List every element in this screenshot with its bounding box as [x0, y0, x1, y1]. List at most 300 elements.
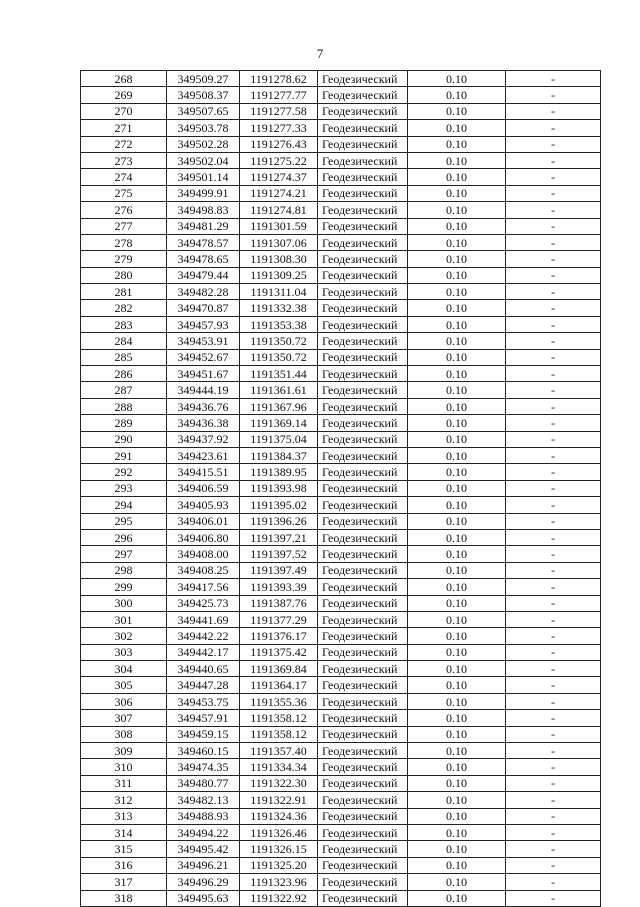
accuracy-cell: 0.10 [408, 480, 506, 496]
method-cell: Геодезический [318, 447, 408, 463]
accuracy-cell: 0.10 [408, 267, 506, 283]
y-coordinate-cell: 1191351.44 [240, 366, 318, 382]
method-cell: Геодезический [318, 677, 408, 693]
table-row [81, 316, 601, 332]
table-row [81, 169, 601, 185]
description-cell: - [506, 824, 601, 840]
y-coordinate-cell: 1191278.62 [240, 71, 318, 87]
table-row [81, 775, 601, 791]
table-row [81, 333, 601, 349]
point-number-cell: 291 [81, 447, 167, 463]
method-cell: Геодезический [318, 759, 408, 775]
accuracy-cell: 0.10 [408, 415, 506, 431]
description-cell: - [506, 792, 601, 808]
point-number-cell: 314 [81, 824, 167, 840]
y-coordinate-cell: 1191326.15 [240, 841, 318, 857]
table-row [81, 136, 601, 152]
y-coordinate-cell: 1191277.77 [240, 87, 318, 103]
description-cell: - [506, 333, 601, 349]
x-coordinate-cell: 349406.59 [167, 480, 240, 496]
point-number-cell: 307 [81, 710, 167, 726]
description-cell: - [506, 251, 601, 267]
table-row [81, 611, 601, 627]
x-coordinate-cell: 349495.63 [167, 890, 240, 906]
method-cell: Геодезический [318, 857, 408, 873]
x-coordinate-cell: 349508.37 [167, 87, 240, 103]
table-row [81, 759, 601, 775]
accuracy-cell: 0.10 [408, 464, 506, 480]
x-coordinate-cell: 349408.00 [167, 546, 240, 562]
table-row [81, 644, 601, 660]
point-number-cell: 277 [81, 218, 167, 234]
y-coordinate-cell: 1191397.21 [240, 529, 318, 545]
y-coordinate-cell: 1191301.59 [240, 218, 318, 234]
point-number-cell: 272 [81, 136, 167, 152]
x-coordinate-cell: 349498.83 [167, 202, 240, 218]
method-cell: Геодезический [318, 841, 408, 857]
description-cell: - [506, 120, 601, 136]
description-cell: - [506, 71, 601, 87]
table-row [81, 579, 601, 595]
method-cell: Геодезический [318, 890, 408, 906]
method-cell: Геодезический [318, 579, 408, 595]
x-coordinate-cell: 349459.15 [167, 726, 240, 742]
point-number-cell: 317 [81, 874, 167, 890]
point-number-cell: 281 [81, 284, 167, 300]
x-coordinate-cell: 349453.91 [167, 333, 240, 349]
y-coordinate-cell: 1191308.30 [240, 251, 318, 267]
accuracy-cell: 0.10 [408, 546, 506, 562]
method-cell: Геодезический [318, 513, 408, 529]
x-coordinate-cell: 349501.14 [167, 169, 240, 185]
method-cell: Геодезический [318, 120, 408, 136]
accuracy-cell: 0.10 [408, 431, 506, 447]
description-cell: - [506, 431, 601, 447]
description-cell: - [506, 382, 601, 398]
x-coordinate-cell: 349478.65 [167, 251, 240, 267]
method-cell: Геодезический [318, 300, 408, 316]
accuracy-cell: 0.10 [408, 349, 506, 365]
x-coordinate-cell: 349507.65 [167, 103, 240, 119]
y-coordinate-cell: 1191387.76 [240, 595, 318, 611]
method-cell: Геодезический [318, 529, 408, 545]
accuracy-cell: 0.10 [408, 890, 506, 906]
point-number-cell: 284 [81, 333, 167, 349]
table-row [81, 480, 601, 496]
table-row [81, 677, 601, 693]
accuracy-cell: 0.10 [408, 120, 506, 136]
point-number-cell: 315 [81, 841, 167, 857]
point-number-cell: 316 [81, 857, 167, 873]
description-cell: - [506, 710, 601, 726]
method-cell: Геодезический [318, 284, 408, 300]
y-coordinate-cell: 1191323.96 [240, 874, 318, 890]
accuracy-cell: 0.10 [408, 136, 506, 152]
y-coordinate-cell: 1191350.72 [240, 349, 318, 365]
x-coordinate-cell: 349496.21 [167, 857, 240, 873]
x-coordinate-cell: 349405.93 [167, 497, 240, 513]
y-coordinate-cell: 1191358.12 [240, 726, 318, 742]
method-cell: Геодезический [318, 202, 408, 218]
x-coordinate-cell: 349417.56 [167, 579, 240, 595]
accuracy-cell: 0.10 [408, 333, 506, 349]
y-coordinate-cell: 1191364.17 [240, 677, 318, 693]
point-number-cell: 304 [81, 661, 167, 677]
description-cell: - [506, 497, 601, 513]
point-number-cell: 274 [81, 169, 167, 185]
accuracy-cell: 0.10 [408, 366, 506, 382]
description-cell: - [506, 677, 601, 693]
method-cell: Геодезический [318, 661, 408, 677]
description-cell: - [506, 87, 601, 103]
table-row [81, 726, 601, 742]
point-number-cell: 280 [81, 267, 167, 283]
table-row [81, 743, 601, 759]
description-cell: - [506, 743, 601, 759]
table-row [81, 267, 601, 283]
point-number-cell: 309 [81, 743, 167, 759]
y-coordinate-cell: 1191274.37 [240, 169, 318, 185]
point-number-cell: 294 [81, 497, 167, 513]
point-number-cell: 311 [81, 775, 167, 791]
x-coordinate-cell: 349406.80 [167, 529, 240, 545]
accuracy-cell: 0.10 [408, 792, 506, 808]
x-coordinate-cell: 349451.67 [167, 366, 240, 382]
accuracy-cell: 0.10 [408, 300, 506, 316]
table-row [81, 546, 601, 562]
description-cell: - [506, 218, 601, 234]
x-coordinate-cell: 349425.73 [167, 595, 240, 611]
method-cell: Геодезический [318, 103, 408, 119]
accuracy-cell: 0.10 [408, 398, 506, 414]
accuracy-cell: 0.10 [408, 513, 506, 529]
table-row [81, 693, 601, 709]
table-row [81, 529, 601, 545]
point-number-cell: 308 [81, 726, 167, 742]
y-coordinate-cell: 1191369.84 [240, 661, 318, 677]
method-cell: Геодезический [318, 267, 408, 283]
method-cell: Геодезический [318, 628, 408, 644]
x-coordinate-cell: 349423.61 [167, 447, 240, 463]
y-coordinate-cell: 1191332.38 [240, 300, 318, 316]
x-coordinate-cell: 349499.91 [167, 185, 240, 201]
point-number-cell: 290 [81, 431, 167, 447]
y-coordinate-cell: 1191324.36 [240, 808, 318, 824]
y-coordinate-cell: 1191322.92 [240, 890, 318, 906]
accuracy-cell: 0.10 [408, 382, 506, 398]
x-coordinate-cell: 349460.15 [167, 743, 240, 759]
table-row [81, 103, 601, 119]
method-cell: Геодезический [318, 71, 408, 87]
point-number-cell: 289 [81, 415, 167, 431]
description-cell: - [506, 562, 601, 578]
y-coordinate-cell: 1191393.39 [240, 579, 318, 595]
description-cell: - [506, 136, 601, 152]
point-number-cell: 271 [81, 120, 167, 136]
point-number-cell: 297 [81, 546, 167, 562]
y-coordinate-cell: 1191389.95 [240, 464, 318, 480]
table-row [81, 841, 601, 857]
point-number-cell: 305 [81, 677, 167, 693]
table-row [81, 874, 601, 890]
accuracy-cell: 0.10 [408, 87, 506, 103]
x-coordinate-cell: 349496.29 [167, 874, 240, 890]
accuracy-cell: 0.10 [408, 316, 506, 332]
table-row [81, 202, 601, 218]
y-coordinate-cell: 1191358.12 [240, 710, 318, 726]
accuracy-cell: 0.10 [408, 218, 506, 234]
x-coordinate-cell: 349441.69 [167, 611, 240, 627]
description-cell: - [506, 480, 601, 496]
x-coordinate-cell: 349457.91 [167, 710, 240, 726]
method-cell: Геодезический [318, 87, 408, 103]
method-cell: Геодезический [318, 562, 408, 578]
method-cell: Геодезический [318, 464, 408, 480]
accuracy-cell: 0.10 [408, 644, 506, 660]
x-coordinate-cell: 349442.17 [167, 644, 240, 660]
description-cell: - [506, 103, 601, 119]
point-number-cell: 298 [81, 562, 167, 578]
x-coordinate-cell: 349502.28 [167, 136, 240, 152]
table-row [81, 185, 601, 201]
description-cell: - [506, 513, 601, 529]
accuracy-cell: 0.10 [408, 185, 506, 201]
y-coordinate-cell: 1191397.52 [240, 546, 318, 562]
method-cell: Геодезический [318, 169, 408, 185]
point-number-cell: 312 [81, 792, 167, 808]
accuracy-cell: 0.10 [408, 152, 506, 168]
x-coordinate-cell: 349509.27 [167, 71, 240, 87]
y-coordinate-cell: 1191353.38 [240, 316, 318, 332]
y-coordinate-cell: 1191277.58 [240, 103, 318, 119]
point-number-cell: 299 [81, 579, 167, 595]
description-cell: - [506, 726, 601, 742]
y-coordinate-cell: 1191322.91 [240, 792, 318, 808]
y-coordinate-cell: 1191375.42 [240, 644, 318, 660]
point-number-cell: 286 [81, 366, 167, 382]
method-cell: Геодезический [318, 398, 408, 414]
table-row [81, 87, 601, 103]
accuracy-cell: 0.10 [408, 611, 506, 627]
accuracy-cell: 0.10 [408, 202, 506, 218]
table-row [81, 890, 601, 906]
y-coordinate-cell: 1191357.40 [240, 743, 318, 759]
method-cell: Геодезический [318, 497, 408, 513]
x-coordinate-cell: 349503.78 [167, 120, 240, 136]
method-cell: Геодезический [318, 152, 408, 168]
description-cell: - [506, 185, 601, 201]
x-coordinate-cell: 349495.42 [167, 841, 240, 857]
description-cell: - [506, 398, 601, 414]
y-coordinate-cell: 1191350.72 [240, 333, 318, 349]
point-number-cell: 279 [81, 251, 167, 267]
x-coordinate-cell: 349470.87 [167, 300, 240, 316]
point-number-cell: 303 [81, 644, 167, 660]
description-cell: - [506, 366, 601, 382]
table-row [81, 71, 601, 87]
description-cell: - [506, 284, 601, 300]
table-row [81, 366, 601, 382]
method-cell: Геодезический [318, 349, 408, 365]
description-cell: - [506, 808, 601, 824]
description-cell: - [506, 595, 601, 611]
y-coordinate-cell: 1191275.22 [240, 152, 318, 168]
method-cell: Геодезический [318, 775, 408, 791]
y-coordinate-cell: 1191395.02 [240, 497, 318, 513]
method-cell: Геодезический [318, 611, 408, 627]
point-number-cell: 283 [81, 316, 167, 332]
table-row [81, 152, 601, 168]
x-coordinate-cell: 349502.04 [167, 152, 240, 168]
method-cell: Геодезический [318, 366, 408, 382]
accuracy-cell: 0.10 [408, 874, 506, 890]
x-coordinate-cell: 349481.29 [167, 218, 240, 234]
method-cell: Геодезический [318, 874, 408, 890]
description-cell: - [506, 267, 601, 283]
table-row [81, 661, 601, 677]
y-coordinate-cell: 1191393.98 [240, 480, 318, 496]
accuracy-cell: 0.10 [408, 284, 506, 300]
y-coordinate-cell: 1191325.20 [240, 857, 318, 873]
x-coordinate-cell: 349408.25 [167, 562, 240, 578]
method-cell: Геодезический [318, 415, 408, 431]
accuracy-cell: 0.10 [408, 759, 506, 775]
method-cell: Геодезический [318, 431, 408, 447]
y-coordinate-cell: 1191377.29 [240, 611, 318, 627]
description-cell: - [506, 857, 601, 873]
method-cell: Геодезический [318, 743, 408, 759]
x-coordinate-cell: 349440.65 [167, 661, 240, 677]
accuracy-cell: 0.10 [408, 251, 506, 267]
x-coordinate-cell: 349436.38 [167, 415, 240, 431]
y-coordinate-cell: 1191309.25 [240, 267, 318, 283]
description-cell: - [506, 447, 601, 463]
y-coordinate-cell: 1191384.37 [240, 447, 318, 463]
y-coordinate-cell: 1191375.04 [240, 431, 318, 447]
table-row [81, 382, 601, 398]
table-row [81, 808, 601, 824]
point-number-cell: 282 [81, 300, 167, 316]
method-cell: Геодезический [318, 546, 408, 562]
description-cell: - [506, 644, 601, 660]
point-number-cell: 273 [81, 152, 167, 168]
y-coordinate-cell: 1191334.34 [240, 759, 318, 775]
accuracy-cell: 0.10 [408, 497, 506, 513]
point-number-cell: 270 [81, 103, 167, 119]
x-coordinate-cell: 349474.35 [167, 759, 240, 775]
description-cell: - [506, 890, 601, 906]
point-number-cell: 318 [81, 890, 167, 906]
accuracy-cell: 0.10 [408, 628, 506, 644]
accuracy-cell: 0.10 [408, 743, 506, 759]
accuracy-cell: 0.10 [408, 857, 506, 873]
description-cell: - [506, 874, 601, 890]
table-row [81, 497, 601, 513]
y-coordinate-cell: 1191276.43 [240, 136, 318, 152]
coordinates-table-body [81, 71, 601, 907]
point-number-cell: 295 [81, 513, 167, 529]
description-cell: - [506, 300, 601, 316]
x-coordinate-cell: 349415.51 [167, 464, 240, 480]
table-row [81, 398, 601, 414]
x-coordinate-cell: 349488.93 [167, 808, 240, 824]
point-number-cell: 301 [81, 611, 167, 627]
y-coordinate-cell: 1191361.61 [240, 382, 318, 398]
table-row [81, 447, 601, 463]
method-cell: Геодезический [318, 316, 408, 332]
description-cell: - [506, 661, 601, 677]
description-cell: - [506, 759, 601, 775]
x-coordinate-cell: 349452.67 [167, 349, 240, 365]
point-number-cell: 306 [81, 693, 167, 709]
method-cell: Геодезический [318, 726, 408, 742]
accuracy-cell: 0.10 [408, 693, 506, 709]
table-row [81, 234, 601, 250]
x-coordinate-cell: 349442.22 [167, 628, 240, 644]
accuracy-cell: 0.10 [408, 677, 506, 693]
table-row [81, 792, 601, 808]
y-coordinate-cell: 1191322.30 [240, 775, 318, 791]
accuracy-cell: 0.10 [408, 595, 506, 611]
table-row [81, 628, 601, 644]
point-number-cell: 275 [81, 185, 167, 201]
accuracy-cell: 0.10 [408, 710, 506, 726]
x-coordinate-cell: 349480.77 [167, 775, 240, 791]
point-number-cell: 302 [81, 628, 167, 644]
coordinates-table [80, 70, 601, 907]
table-row [81, 595, 601, 611]
y-coordinate-cell: 1191307.06 [240, 234, 318, 250]
accuracy-cell: 0.10 [408, 71, 506, 87]
table-row [81, 218, 601, 234]
description-cell: - [506, 579, 601, 595]
point-number-cell: 293 [81, 480, 167, 496]
method-cell: Геодезический [318, 693, 408, 709]
description-cell: - [506, 611, 601, 627]
x-coordinate-cell: 349478.57 [167, 234, 240, 250]
accuracy-cell: 0.10 [408, 562, 506, 578]
point-number-cell: 268 [81, 71, 167, 87]
x-coordinate-cell: 349437.92 [167, 431, 240, 447]
accuracy-cell: 0.10 [408, 661, 506, 677]
point-number-cell: 285 [81, 349, 167, 365]
x-coordinate-cell: 349457.93 [167, 316, 240, 332]
method-cell: Геодезический [318, 382, 408, 398]
y-coordinate-cell: 1191274.81 [240, 202, 318, 218]
method-cell: Геодезический [318, 595, 408, 611]
y-coordinate-cell: 1191274.21 [240, 185, 318, 201]
method-cell: Геодезический [318, 792, 408, 808]
method-cell: Геодезический [318, 480, 408, 496]
point-number-cell: 287 [81, 382, 167, 398]
y-coordinate-cell: 1191367.96 [240, 398, 318, 414]
description-cell: - [506, 169, 601, 185]
description-cell: - [506, 316, 601, 332]
y-coordinate-cell: 1191369.14 [240, 415, 318, 431]
table-row [81, 415, 601, 431]
description-cell: - [506, 202, 601, 218]
x-coordinate-cell: 349482.13 [167, 792, 240, 808]
table-row [81, 710, 601, 726]
method-cell: Геодезический [318, 218, 408, 234]
x-coordinate-cell: 349482.28 [167, 284, 240, 300]
accuracy-cell: 0.10 [408, 234, 506, 250]
description-cell: - [506, 841, 601, 857]
table-row [81, 464, 601, 480]
description-cell: - [506, 464, 601, 480]
y-coordinate-cell: 1191396.26 [240, 513, 318, 529]
x-coordinate-cell: 349479.44 [167, 267, 240, 283]
